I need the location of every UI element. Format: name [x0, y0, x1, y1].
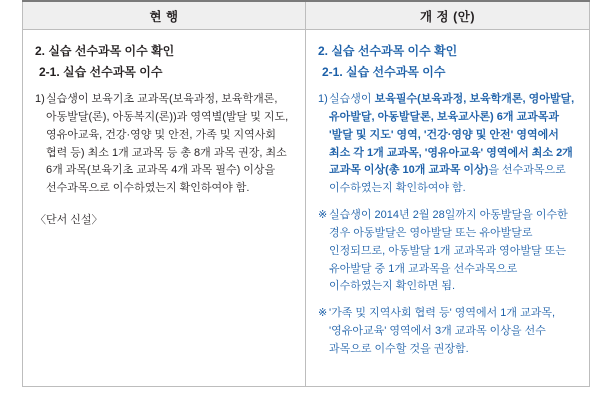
current-paragraph-1-text: 실습생이 보육기초 교과목(보육과정, 보육학개론, 아동발달(론), 아동복지(론))과 영역별(발달 및 지도, 영유아교육, 건강·영양 및 안전, 가족 및 지역사회 협력 등) 최소 1개 교과목 등 총 8개 과목 권장, 최소 6개 과목(보육기초 교과목 4개 과목 필수) 이상을 선수과목으로 이수하였는지 확인하여야 함. — [46, 93, 289, 195]
revised-paragraph-1 — [318, 91, 577, 198]
revised-section-subtitle: 2-1. 실습 선수과목 이수 — [322, 64, 446, 79]
current-footnote: 〈단서 신설〉 — [35, 214, 103, 227]
revised-note-2-lead: ※ — [318, 307, 328, 320]
current-section-subtitle: 2-1. 실습 선수과목 이수 — [39, 64, 163, 79]
current-section-title: 2. 실습 선수과목 이수 확인 — [35, 44, 175, 58]
revised-note-1 — [318, 207, 577, 296]
comparison-table — [22, 0, 590, 387]
current-paragraph-1 — [35, 91, 293, 198]
revised-note-2-text: '가족 및 지역사회 협력 등' 영역에서 1개 교과목, '영유아교육' 영역에서 3개 교과목 이상을 선수 과목으로 이수할 것을 권장함. — [329, 307, 556, 355]
revised-paragraph-1-lead: 1) — [318, 93, 328, 106]
revised-note-1-lead: ※ — [318, 209, 328, 222]
revised-paragraph-1-seg-1: 실습생이 — [329, 93, 375, 106]
revised-version-cell — [306, 30, 590, 387]
current-paragraph-1-lead: 1) — [35, 93, 45, 106]
table-header-row — [23, 1, 590, 30]
revised-section-title: 2. 실습 선수과목 이수 확인 — [318, 44, 458, 58]
revised-paragraph-1-seg-3: 을 선수과목으로 이수하였는지 확인하여야 함. — [329, 164, 566, 195]
revised-note-2 — [318, 305, 577, 358]
current-version-cell — [23, 30, 306, 387]
column-header-current: 현 행 — [23, 1, 306, 30]
column-header-revised: 개 정 (안) — [306, 1, 590, 30]
table-body-row — [23, 30, 590, 387]
revised-note-1-text: 실습생이 2014년 2월 28일까지 아동발달을 이수한 경우 아동발달은 영아발달 또는 유아발달로 인정되므로, 아동발달 1개 교과목과 영아발달 또는 유아발달 중 1개 교과목을 선수과목으로 이수하였는지 확인하면 됨. — [329, 209, 568, 293]
revised-paragraph-1-seg-2: 보육필수(보육과정, 보육학개론, 영아발달, 유아발달, 아동발달론, 보육교사론) 6개 교과목과 '발달 및 지도' 영역, '건강·영양 및 안전' 영역에서 최소 각 1개 교과목, '영유아교육' 영역에서 최소 2개 교과목 이상(총 10개 교과목 이상) — [329, 93, 575, 177]
